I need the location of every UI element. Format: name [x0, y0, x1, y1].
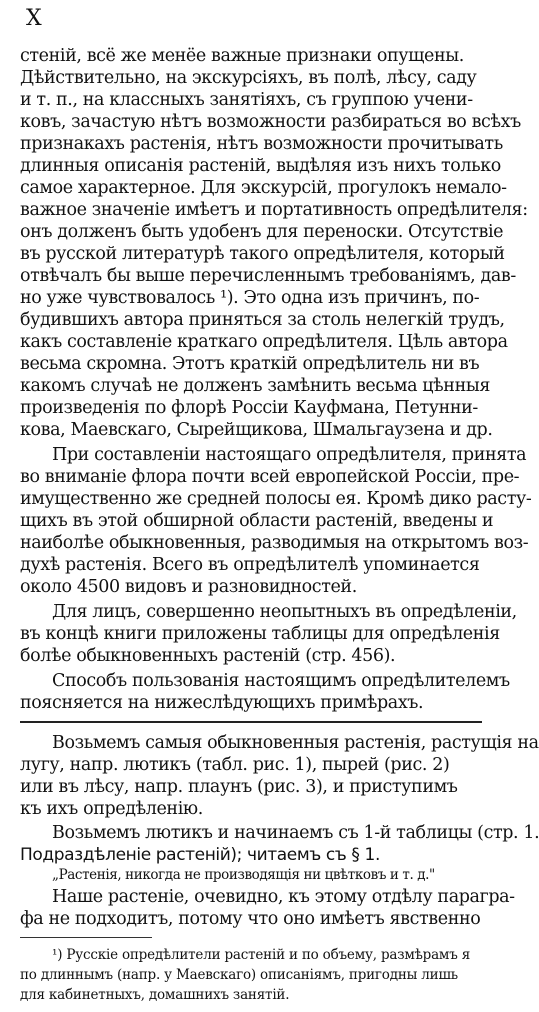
paragraph-start: Способъ пользованія настоящимъ опредѣлителемъ [52, 671, 510, 691]
text-line: около 4500 видовъ и разновидностей. [20, 577, 357, 597]
footnote-line: по длиннымъ (напр. у Маевскаго) описаніямъ, пригодны лишь [20, 967, 458, 983]
paragraph-start: Возьмемъ самыя обыкновенныя растенія, растущія на [52, 733, 539, 753]
footnote-rule [20, 937, 152, 938]
text-line: во вниманіе флора почти всей европейской Россіи, пре- [20, 467, 520, 487]
text-line: какъ составленіе краткаго опредѣлителя. Цѣль автора [20, 332, 508, 352]
text-line: ковъ, зачастую нѣтъ возможности разбираться во всѣхъ [20, 112, 521, 132]
text-line: но уже чувствовалось ¹). Это одна изъ причинъ, по- [20, 288, 480, 308]
paragraph-start: Для лицъ, совершенно неопытныхъ въ опредѣленіи, [52, 602, 517, 622]
text-line: будившихъ автора приняться за столь нелегкій трудъ, [20, 310, 505, 330]
text-line: признакахъ растенія, нѣтъ возможности прочитывать [20, 134, 503, 154]
text-line: въ русской литературѣ такого опредѣлителя, который [20, 244, 505, 264]
text-line: духѣ растенія. Всего въ опредѣлителѣ упоминается [20, 555, 480, 575]
text-line: лугу, напр. лютикъ (табл. рис. 1), пырей (рис. 2) [20, 755, 450, 775]
bold-heading-line: Подраздѣленіе растеній); читаемъ съ § 1. [20, 845, 380, 865]
paragraph-start: Наше растеніе, очевидно, къ этому отдѣлу парагра- [52, 887, 515, 907]
footnote-line: ¹) Русскіе опредѣлители растеній и по объему, размѣрамъ я [52, 947, 471, 963]
text-line: и т. п., на классныхъ занятіяхъ, съ группою учени- [20, 90, 473, 110]
text-line: длинныя описанія растеній, выдѣляя изъ нихъ только [20, 156, 501, 176]
text-line: поясняется на нижеслѣдующихъ примѣрахъ. [20, 693, 424, 713]
text-line: онъ долженъ быть удобенъ для переноски. Отсутствіе [20, 222, 504, 242]
text-line: щихъ въ этой обширной области растеній, введены и [20, 511, 494, 531]
paragraph-start: При составленіи настоящаго опредѣлителя, принята [52, 445, 527, 465]
text-line: наиболѣе обыкновенныя, разводимыя на открытомъ воз- [20, 533, 529, 553]
page-number: X [26, 6, 42, 31]
quote-line: „Растенія, никогда не производящія ни цвѣтковъ и т. д." [52, 867, 435, 883]
section-rule [20, 721, 482, 723]
footnote-line: для кабинетныхъ, домашнихъ занятій. [20, 987, 290, 1003]
text-line: важное значеніе имѣетъ и портативность опредѣлителя: [20, 200, 528, 220]
paragraph-start: Возьмемъ лютикъ и начинаемъ съ 1-й таблицы (стр. 1. [52, 823, 539, 843]
text-line: или въ лѣсу, напр. плаунъ (рис. 3), и приступимъ [20, 777, 458, 797]
text-line: въ концѣ книги приложены таблицы для опредѣленія [20, 624, 500, 644]
text-line: самое характерное. Для экскурсій, прогулокъ немало- [20, 178, 507, 198]
text-line: къ ихъ опредѣленію. [20, 799, 203, 819]
text-line: стеній, всё же менёе важные признаки опущены. [20, 46, 464, 66]
text-line: произведенія по флорѣ Россіи Кауфмана, Петунни- [20, 398, 478, 418]
text-line: кова, Маевскаго, Сырейщикова, Шмальгаузена и др. [20, 420, 493, 440]
text-line: фа не подходитъ, потому что оно имѣетъ явственно [20, 909, 481, 929]
text-line: весьма скромна. Этотъ краткій опредѣлитель ни въ [20, 354, 480, 374]
text-line: какомъ случаѣ не долженъ замѣнить весьма цѣнныя [20, 376, 491, 396]
text-line: Дѣйствительно, на экскурсіяхъ, въ полѣ, лѣсу, саду [20, 68, 477, 88]
text-line: имущественно же средней полосы ея. Кромѣ дико расту- [20, 489, 532, 509]
text-line: отвѣчалъ бы выше перечисленнымъ требованіямъ, дав- [20, 266, 516, 286]
text-line: болѣе обыкновенныхъ растеній (стр. 456). [20, 646, 396, 666]
